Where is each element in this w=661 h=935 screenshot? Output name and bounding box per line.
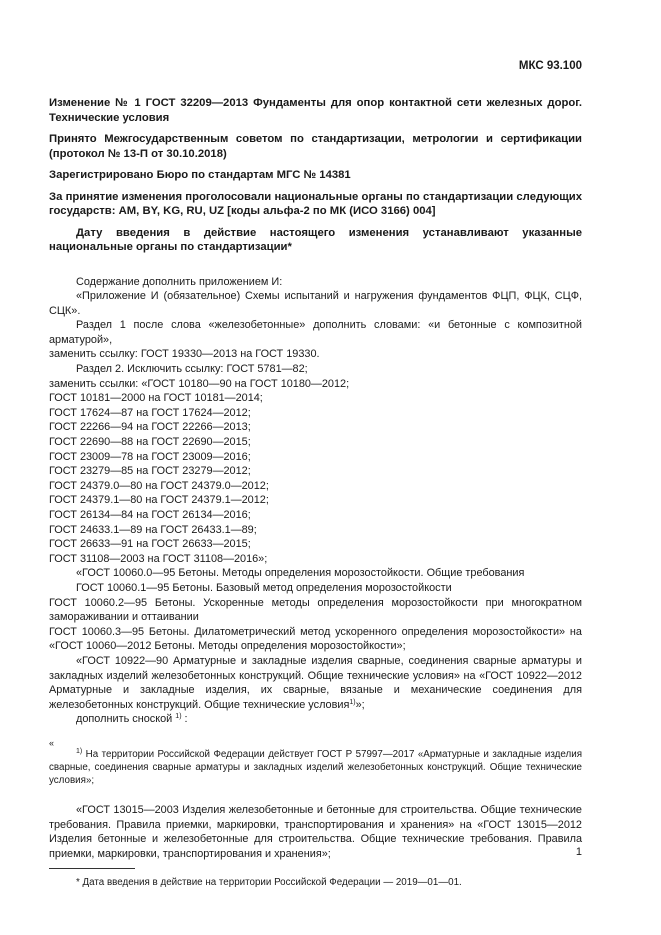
content	[49, 96, 582, 889]
paragraph: заменить ссылку: ГОСТ 19330—2013 на ГОСТ 19330.	[49, 348, 320, 361]
amendment-body	[49, 275, 582, 890]
reference-line: ГОСТ 17624—87 на ГОСТ 17624—2012;	[49, 406, 251, 419]
reference-line: ГОСТ 24633.1—89 на ГОСТ 26433.1—89;	[49, 523, 257, 536]
footnote-text: На территории Российской Федерации действует ГОСТ Р 57997—2017 «Арматурные и закладные изделия сварные, соединения сварные арматуры и закладных изделий железобетонных конструкций. Общие технические условия»;	[49, 748, 582, 786]
reference-line: ГОСТ 23009—78 на ГОСТ 23009—2016;	[49, 450, 251, 463]
paragraph: заменить ссылки: «ГОСТ 10180—90 на ГОСТ 10180—2012;	[49, 377, 350, 390]
paragraph	[49, 654, 582, 712]
paragraph-text: дополнить сноской	[76, 713, 173, 726]
paragraph	[49, 712, 582, 727]
paragraph-text: »;	[355, 698, 365, 711]
reference-line: ГОСТ 26633—91 на ГОСТ 26633—2015;	[49, 538, 251, 551]
paragraph-text: «ГОСТ 10922—90 Арматурные и закладные изделия сварные, соединения сварные арматуры и закладных изделий железобетонных конструкций. Общие технические условия» на «ГОСТ 10922—2012 Арматурные и закладные изделия, их сварные, вязаные и механические соединения для железобетонных конструкций. Общие технические условия	[49, 654, 582, 711]
adopted-by: Принято Межгосударственным советом по стандартизации, метрологии и сертификации (протокол № 13-П от 30.10.2018)	[49, 133, 582, 160]
reference-line: ГОСТ 22690—88 на ГОСТ 22690—2015;	[49, 436, 251, 449]
registration: Зарегистрировано Бюро по стандартам МГС № 14381	[49, 169, 351, 181]
paragraph: ГОСТ 10060.2—95 Бетоны. Ускоренные методы определения морозостойкости при многократном замораживании и оттаивании	[49, 596, 582, 624]
page-number: 1	[575, 846, 582, 858]
paragraph: «Приложение И (обязательное) Схемы испытаний и нагружения фундаментов ФЦП, ФЦК, СЦФ, СЦК».	[49, 290, 582, 317]
reference-line: ГОСТ 26134—84 на ГОСТ 26134—2016;	[49, 509, 251, 521]
paragraph: Содержание дополнить приложением И:	[76, 275, 283, 288]
inserted-footnote	[49, 748, 582, 787]
reference-line: ГОСТ 23279—85 на ГОСТ 23279—2012;	[49, 465, 251, 478]
paragraph: Раздел 2. Исключить ссылку: ГОСТ 5781—82;	[76, 363, 308, 376]
footnote-ref: 1)	[349, 698, 356, 706]
footnote-ref: 1)	[76, 747, 83, 755]
paragraph: «ГОСТ 13015—2003 Изделия железобетонные и бетонные для строительства. Общие технические требования. Правила приемки, маркировки, транспортирования и хранения» на «ГОСТ 13015—2012 Изделия бетонные и железобетонные для строительства. Общие технические требования. Правила приемки, маркировки, транспортирования и хранения»;	[49, 803, 582, 860]
paragraph: Раздел 1 после слова «железобетонные» дополнить словами: «и бетонные с композитной арматурой»,	[49, 319, 582, 346]
paragraph-text: :	[181, 713, 188, 726]
effective-date-footnote: * Дата введения в действие на территории Российской Федерации — 2019—01—01.	[76, 877, 462, 889]
classification-code: МКС 93.100	[518, 60, 582, 72]
amendment-title: Изменение № 1 ГОСТ 32209—2013 Фундаменты для опор контактной сети железных дорог. Технические условия	[49, 97, 582, 124]
footnote-ref: 1)	[175, 713, 182, 721]
reference-line: ГОСТ 24379.0—80 на ГОСТ 24379.0—2012;	[49, 479, 269, 492]
paragraph: ГОСТ 10060.3—95 Бетоны. Дилатометрический метод ускоренного определения морозостойкости» на «ГОСТ 10060—2012 Бетоны. Методы определения морозостойкости»;	[49, 625, 582, 653]
voting-countries: За принятие изменения проголосовали национальные органы по стандартизации следующих государств: AM, BY, KG, RU, UZ [коды альфа-2 по МК (ИСО 3166) 004]	[49, 190, 582, 217]
footnote-separator	[49, 868, 135, 869]
reference-line: ГОСТ 31108—2003 на ГОСТ 31108—2016»;	[49, 552, 268, 565]
quote-open-mark: «	[49, 737, 55, 748]
effective-date-note: Дату введения в действие настоящего изменения устанавливают указанные национальные органы по стандартизации*	[49, 226, 582, 253]
paragraph: ГОСТ 10060.1—95 Бетоны. Базовый метод определения морозостойкости	[76, 581, 452, 594]
reference-line: ГОСТ 24379.1—80 на ГОСТ 24379.1—2012;	[49, 494, 269, 507]
reference-line: ГОСТ 10181—2000 на ГОСТ 10181—2014;	[49, 392, 263, 405]
reference-line: ГОСТ 22266—94 на ГОСТ 22266—2013;	[49, 421, 251, 434]
paragraph: «ГОСТ 10060.0—95 Бетоны. Методы определения морозостойкости. Общие требования	[76, 567, 525, 580]
